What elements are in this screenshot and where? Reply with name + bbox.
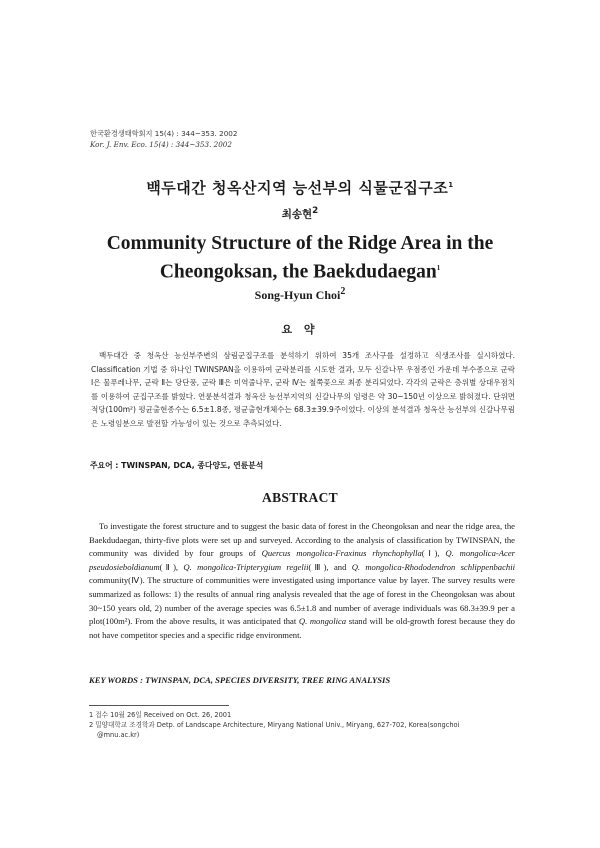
korean-keywords: 주요어 : TWINSPAN, DCA, 종다양도, 연륜분석 <box>90 461 264 470</box>
english-title <box>0 232 600 285</box>
group-label-2: (Ⅱ), <box>159 561 184 572</box>
korean-author-footnote-mark: 2 <box>312 206 319 216</box>
abstract-text-3: stand will be old-growth forest because they do not have competitor species and a specific ridge environment. <box>89 616 515 640</box>
english-title-footnote-mark: 1 <box>436 264 441 272</box>
footnotes <box>89 710 515 740</box>
footnote-divider <box>89 705 229 706</box>
species-name-1: Quercus mongolica-Fraxinus rhynchophylla <box>261 548 422 559</box>
english-title-line-2 <box>0 256 600 285</box>
abstract-text-1: To investigate the forest structure and to suggest the basic data of forest in the Cheongoksan and near the ridge area, the Baekdudaegan, thirty-five plots were set up and surveyed. According to the analysis of classification by TWINSPAN, the community was divided by four groups of <box>89 521 515 559</box>
abstract-text-2: community(Ⅳ). The structure of communities were investigated using importance value by layer. The survey results were summarized as follows: 1) the results of annual ring analysis revealed that the age of forest in the Cheongoksan was about 30~150 years old, 2) number of the average species was 6.5±1.8 and number of average individuals was 68.3±39.9 per a plot(100m²). From the above results, it was anticipated that <box>89 575 515 627</box>
english-title-line-1: Community Structure of the Ridge Area in the <box>106 233 494 254</box>
species-name-4: Q. mongolica-Rhododendron schlippenbachii <box>351 561 515 572</box>
abstract-body <box>89 520 515 642</box>
abstract-heading: ABSTRACT <box>262 490 338 505</box>
journal-citation-kr: 한국환경생태학회지 15(4) : 344~353. 2002 <box>90 129 238 138</box>
korean-title <box>0 177 600 198</box>
footnote-2: 2 밀양대학교 조경학과 Detp. of Landscape Architecture, Miryang National Univ., Miryang, 627-702, Korea(songchoi <box>89 721 460 729</box>
korean-author-name: 최송현 <box>281 208 313 221</box>
korean-title-text: 백두대간 청옥산지역 능선부의 식물군집구조 <box>146 179 449 197</box>
group-label-1: (Ⅰ), <box>421 548 446 559</box>
english-author-name: Song-Hyun Choi <box>254 288 341 302</box>
footnote-1: 1 접수 10월 26일 Received on Oct. 26, 2001 <box>89 711 232 719</box>
english-author-footnote-mark: 2 <box>340 286 346 297</box>
english-keywords: KEY WORDS : TWINSPAN, DCA, SPECIES DIVERSITY, TREE RING ANALYSIS <box>89 675 391 685</box>
journal-citation-en: Kor. J. Env. Eco. 15(4) : 344~353. 2002 <box>90 140 232 149</box>
footnote-2-continuation: @mnu.ac.kr) <box>97 731 140 739</box>
species-name-2: Q. mongolica-Acer pseudosieboldianum <box>89 548 515 572</box>
species-name-5: Q. mongolica <box>298 616 347 627</box>
group-label-3: (Ⅲ), and <box>308 561 352 572</box>
korean-summary-heading: 요 약 <box>281 323 319 336</box>
english-title-line-2-text: Cheongoksan, the Baekdudaegan <box>159 261 437 283</box>
english-author <box>0 286 600 303</box>
journal-citation <box>90 128 237 150</box>
korean-summary-body: 백두대간 중 청옥산 능선부주변의 삼림군집구조를 분석하기 위하여 35개 조사구를 설정하고 식생조사를 실시하였다. Classification 기법 중 하나인 TWINSPAN을 이용하여 군락분리를 시도한 결과, 모두 신갈나무 우점종인 가운데 부수종으로 군락 Ⅰ은 물푸레나무, 군락 Ⅱ는 당단풍, 군락 Ⅲ은 미역줄나무, 군락 Ⅳ는 철쭉꽃으로 최종 분리되었다. 각각의 군락은 층위별 상대우점치를 이용하여 군집구조를 밝혔다. 연륜분석결과 청옥산 능선부지역의 신갈나무의 임령은 약 30~150년 이상으로 밝혀졌다. 단위면적당(100m²) 평균출현종수는 6.5±1.8종, 평균출현개체수는 68.3±39.9주이었다. 이상의 분석결과 청옥산 능선부의 신갈나무림은 노령임분으로 발전할 가능성이 있는 것으로 추측되었다. <box>91 351 515 428</box>
korean-title-footnote-mark: 1 <box>448 181 454 189</box>
korean-author <box>0 206 600 222</box>
species-name-3: Q. mongolica-Tripterygium regelii <box>183 561 309 572</box>
